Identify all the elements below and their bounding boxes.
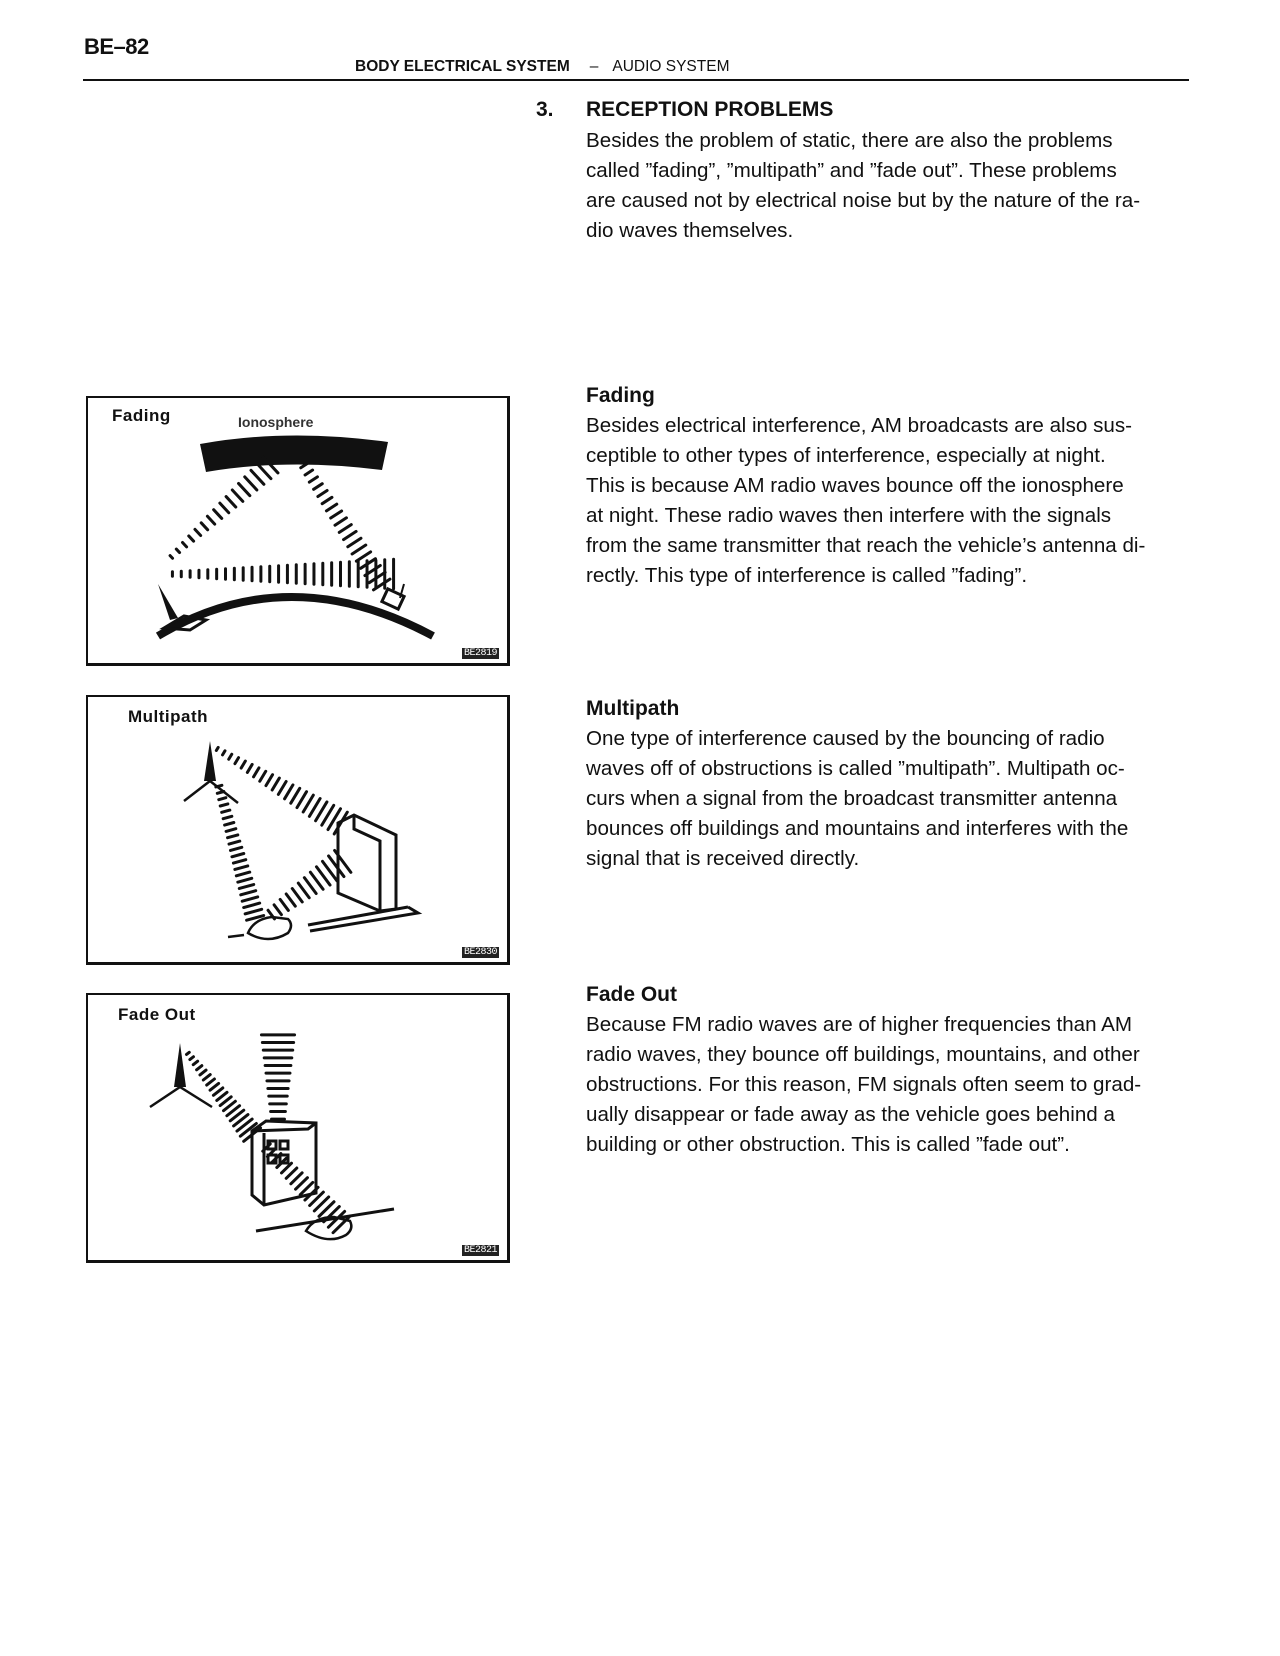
wave-dash xyxy=(214,510,222,519)
running-header xyxy=(355,58,730,76)
transmitter-antenna-icon xyxy=(150,1043,212,1107)
section-title: RECEPTION PROBLEMS xyxy=(586,98,834,121)
wave-dash xyxy=(238,878,252,882)
wave-dash xyxy=(348,538,361,547)
wave-dash xyxy=(232,854,244,857)
wave-dash xyxy=(245,477,257,490)
text-line: This is because AM radio waves bounce off the ionosphere xyxy=(586,474,1124,497)
wave-dash xyxy=(241,761,245,768)
wave-dash xyxy=(251,470,264,484)
vehicle-icon xyxy=(228,917,291,939)
wave-dash xyxy=(286,1168,297,1178)
wave-dash xyxy=(272,778,279,790)
text-line: One type of interference caused by the bouncing of radio xyxy=(586,727,1105,750)
text-line: are caused not by electrical noise but by the nature of the ra- xyxy=(586,189,1141,212)
wave-dash xyxy=(223,751,225,755)
section-number: 3. xyxy=(536,98,554,121)
text-line: bounces off buildings and mountains and interferes with the xyxy=(586,817,1129,840)
wave-dash xyxy=(207,516,214,524)
figure-fade-out xyxy=(86,993,510,1263)
earth-curve-icon xyxy=(158,597,433,636)
building-icon xyxy=(308,815,418,931)
wave-dash xyxy=(298,883,309,898)
wave-dash xyxy=(200,1070,206,1075)
fade-out-diagram xyxy=(88,995,508,1261)
wave-dash xyxy=(176,549,179,553)
wave-dash xyxy=(285,785,293,799)
wave-dash xyxy=(356,552,370,561)
wave-dash xyxy=(257,464,271,479)
text-line: signal that is received directly. xyxy=(586,847,860,870)
wave-dash xyxy=(189,536,194,541)
wave-dash xyxy=(241,891,256,895)
text-line: building or other obstruction. This is called ”fade out”. xyxy=(586,1133,1070,1156)
figure-id: BE2819 xyxy=(463,648,497,659)
wave-dash xyxy=(187,1052,190,1054)
wave-dash xyxy=(229,841,240,844)
wave-dash xyxy=(170,556,172,559)
wave-dash xyxy=(331,511,342,518)
wave-dash xyxy=(235,758,239,764)
wave-dash xyxy=(217,792,224,794)
subsection-fade-out xyxy=(586,980,1192,1160)
wave-dash xyxy=(282,1163,292,1173)
wave-dash xyxy=(339,525,351,533)
wave-dash xyxy=(335,518,346,525)
fading-diagram xyxy=(88,398,508,664)
figure-title: Multipath xyxy=(128,707,209,726)
wave-dash xyxy=(344,531,357,539)
figure-fading xyxy=(86,396,510,666)
wave-dash xyxy=(201,523,207,530)
wave-dash xyxy=(210,1083,219,1090)
text-line: ually disappear or fade away as the vehicle goes behind a xyxy=(586,1103,1115,1126)
wave-dash xyxy=(254,768,259,777)
text-line: obstructions. For this reason, FM signals often seem to grad- xyxy=(586,1073,1142,1096)
wave-dash xyxy=(297,792,307,808)
wave-dash xyxy=(222,810,230,812)
wave-dash xyxy=(219,798,226,800)
wave-dash xyxy=(233,860,245,863)
page-number: BE–82 xyxy=(84,34,149,59)
wave-dash xyxy=(229,754,232,759)
subsection-heading: Fading xyxy=(586,384,655,407)
wave-dash xyxy=(203,1075,210,1080)
wave-dash xyxy=(216,747,218,750)
text-line: waves off of obstructions is called ”multipath”. Multipath oc- xyxy=(586,757,1125,780)
wave-dash xyxy=(286,894,295,906)
wave-dash xyxy=(266,775,273,786)
section-intro xyxy=(586,126,1192,246)
radio-wave-icon xyxy=(170,457,393,590)
multipath-diagram xyxy=(88,697,508,963)
text-line: dio waves themselves. xyxy=(586,219,794,242)
text-line: from the same transmitter that reach the vehicle’s antenna di- xyxy=(586,534,1146,557)
wave-dash xyxy=(216,785,222,787)
wave-dash xyxy=(232,490,243,501)
wave-dash xyxy=(291,788,300,803)
wave-dash xyxy=(314,484,323,490)
wave-dash xyxy=(236,872,249,876)
wave-dash xyxy=(292,889,302,902)
wave-dash xyxy=(318,491,327,497)
figure-sublabel-ionosphere: Ionosphere xyxy=(238,414,314,430)
building-icon xyxy=(252,1121,316,1205)
wave-dash xyxy=(220,804,228,806)
wave-dash xyxy=(305,470,313,475)
wave-dash xyxy=(223,816,232,818)
wave-dash xyxy=(195,529,201,535)
figure-id: BE2821 xyxy=(463,1245,497,1256)
text-line: Besides the problem of static, there are also the problems xyxy=(586,129,1113,152)
header-rule xyxy=(83,79,1189,81)
wave-dash xyxy=(242,897,258,901)
subsection-heading: Multipath xyxy=(586,697,680,720)
wave-dash xyxy=(239,483,250,495)
header-subsystem: AUDIO SYSTEM xyxy=(612,58,730,75)
wave-dash xyxy=(183,542,187,546)
text-line: curs when a signal from the broadcast transmitter antenna xyxy=(586,787,1118,810)
figure-multipath xyxy=(86,695,510,965)
subsection-fading xyxy=(586,381,1192,591)
wave-dash xyxy=(244,903,260,907)
header-system: BODY ELECTRICAL SYSTEM xyxy=(355,58,570,75)
wave-dash xyxy=(207,1079,215,1085)
radio-wave-icon xyxy=(216,747,351,920)
text-line: Because FM radio waves are of higher frequencies than AM xyxy=(586,1013,1133,1036)
figure-id: BE2830 xyxy=(463,947,497,958)
wave-dash xyxy=(245,909,262,914)
wave-dash xyxy=(322,497,332,503)
text-line: at night. These radio waves then interfere with the signals xyxy=(586,504,1112,527)
wave-dash xyxy=(225,823,234,826)
text-line: Besides electrical interference, AM broadcasts are also sus- xyxy=(586,414,1132,437)
wave-dash xyxy=(326,504,336,511)
wave-dash xyxy=(217,1092,227,1100)
figure-title: Fading xyxy=(112,406,171,425)
wave-dash xyxy=(278,781,286,794)
wave-dash xyxy=(226,497,236,507)
wave-dash xyxy=(213,1088,222,1095)
wave-dash xyxy=(303,795,313,812)
wave-dash xyxy=(235,866,248,870)
wave-dash xyxy=(230,847,241,850)
text-line: ceptible to other types of interference, especially at night. xyxy=(586,444,1106,467)
wave-dash xyxy=(247,764,252,772)
wave-dash xyxy=(220,503,229,513)
wave-dash xyxy=(190,1057,194,1060)
subsection-heading: Fade Out xyxy=(586,983,678,1006)
wave-dash xyxy=(197,1066,202,1070)
figure-title: Fade Out xyxy=(118,1005,196,1024)
header-separator: – xyxy=(589,58,599,75)
text-line: rectly. This type of interference is called ”fading”. xyxy=(586,564,1028,587)
text-line: called ”fading”, ”multipath” and ”fade out”. These problems xyxy=(586,159,1117,182)
wave-dash xyxy=(193,1061,197,1064)
wave-dash xyxy=(352,545,366,554)
wave-dash xyxy=(309,477,317,482)
wave-dash xyxy=(260,771,266,781)
ionosphere-layer-icon xyxy=(200,435,388,472)
wave-dash xyxy=(280,899,288,910)
wave-dash xyxy=(274,905,281,915)
subsection-multipath xyxy=(586,694,1192,874)
wave-dash xyxy=(239,885,253,889)
wave-dash xyxy=(291,1173,302,1184)
wave-dash xyxy=(226,829,236,832)
text-line: radio waves, they bounce off buildings, mountains, and other xyxy=(586,1043,1140,1066)
transmitter-antenna-icon xyxy=(184,741,238,803)
wave-dash xyxy=(228,835,238,838)
